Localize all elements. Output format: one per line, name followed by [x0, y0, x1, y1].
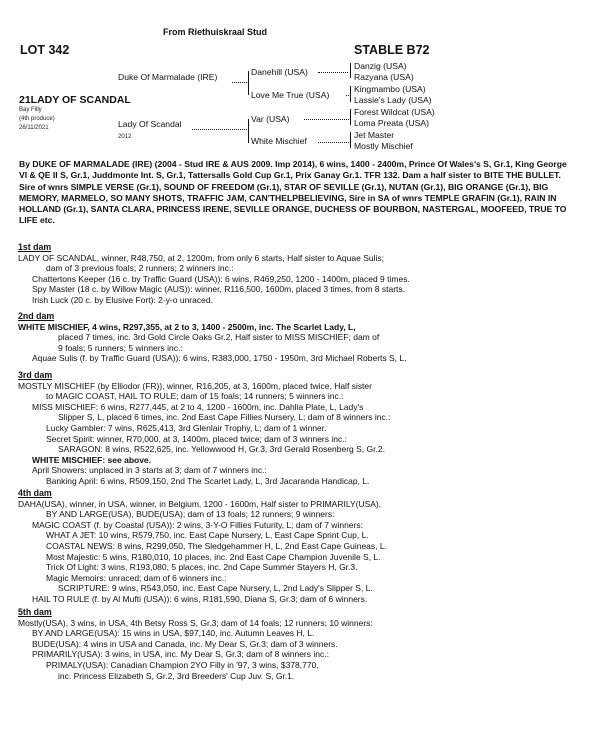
lot-number: LOT 342 — [20, 43, 70, 57]
dam-line: SARAGON: 8 wins, R522,625, inc. Yellowwood H, Gr.3, 3rd Gerald Rosenberg S, Gr.2. — [58, 444, 385, 455]
dam-line: MOSTLY MISCHIEF (by Elliodor (FR)), winner, R16,205, at 3, 1600m, placed twice, Half sister — [18, 380, 372, 391]
dam-line: Most Majestic: 5 wins, R180,010, 10 places, inc. 2nd East Cape Champion Juvenile S, L. — [46, 551, 381, 562]
dam-line: COASTAL NEWS: 8 wins, R299,050, The Sledgehammer H, L, 2nd East Cape Guineas, L. — [46, 540, 387, 551]
pedigree-sire: Duke Of Marmalade (IRE) — [118, 72, 218, 82]
dam-line: Magic Memoirs: unraced; dam of 6 winners inc.: — [46, 572, 227, 583]
fourth-dam-heading: 4th dam — [18, 488, 52, 498]
pedigree-bracket — [350, 86, 351, 102]
dam-line: April Showers: unplaced in 3 starts at 3; dam of 7 winners inc.: — [32, 465, 267, 476]
pedigree-connector — [192, 129, 247, 130]
dam-line: Banking April: 6 wins, R509,150, 2nd The Scarlet Lady, L, 3rd Jacaranda Handicap, L. — [46, 475, 370, 486]
second-dam-section — [18, 311, 578, 364]
dam-line: DAHA(USA), winner, in USA, winner, in Belgium, 1200 - 1600m, Half sister to PRIMARILY(USA), — [18, 498, 382, 509]
dam-line: WHITE MISCHIEF, 4 wins, R297,355, at 2 to 3, 1400 - 2500m, inc. The Scarlet Lady, L, — [18, 321, 356, 332]
dam-line: Trick Of Light: 3 wins, R193,080, 5 places, inc. 2nd Cape Summer Stayers H, Gr.3. — [46, 562, 358, 573]
stable-number: STABLE B72 — [354, 43, 430, 57]
dam-line: BUDE(USA): 4 wins in USA and Canada, inc. My Dear S, Gr.3; dam of 3 winners. — [32, 638, 338, 649]
dam-line: 9 foals; 5 runners; 5 winners inc.: — [58, 342, 183, 353]
pedigree-ss: Danehill (USA) — [251, 67, 308, 77]
dam-line: PRIMALY(USA): Canadian Champion 2YO Filly in '97, 3 wins, $378,770, — [46, 659, 319, 670]
pedigree-dss: Forest Wildcat (USA) — [354, 107, 435, 117]
pedigree-connector — [318, 142, 349, 143]
pedigree-sds: Kingmambo (USA) — [354, 84, 426, 94]
horse-dob: 26/11/2021 — [19, 125, 49, 131]
dam-line: PRIMARILY(USA): 3 wins, in USA, inc. My Dear S, Gr.3; dam of 8 winners inc.: — [32, 649, 329, 660]
third-dam-heading: 3rd dam — [18, 370, 53, 380]
pedigree-dsd: Loma Preata (USA) — [354, 118, 429, 128]
third-dam-section — [18, 370, 578, 487]
dam-line: BY AND LARGE(USA): 15 wins in USA, $97,140, inc. Autumn Leaves H, L. — [32, 628, 315, 639]
first-dam-section — [18, 242, 578, 306]
dam-line: placed 7 times, inc. 3rd Gold Circle Oaks Gr.2, Half sister to MISS MISCHIEF; dam of — [58, 332, 380, 343]
pedigree-bracket — [350, 63, 351, 78]
pedigree-connector — [346, 95, 349, 96]
fifth-dam-section — [18, 607, 578, 681]
consignor: From Riethuiskraal Stud — [163, 27, 268, 37]
horse-sex: Bay Filly — [19, 107, 42, 113]
dam-line: HAIL TO RULE (f. by Al Mufti (USA)): 6 wins, R181,590, Diana S, Gr.3; dam of 6 winners. — [32, 593, 368, 604]
pedigree-sdd: Lassie's Lady (USA) — [354, 95, 432, 105]
horse-name: 21LADY OF SCANDAL — [19, 94, 131, 106]
dam-line: MAGIC COAST (f. by Coastal (USA)): 2 wins, 3-Y-O Fillies Futurity, L; dam of 7 winners: — [32, 519, 363, 530]
pedigree-sd: Love Me True (USA) — [251, 90, 330, 100]
dam-line: BY AND LARGE(USA), BUDE(USA); dam of 13 foals; 12 runners; 9 winners: — [46, 509, 335, 520]
dam-line: WHITE MISCHIEF: see above. — [32, 454, 152, 465]
second-dam-heading: 2nd dam — [18, 311, 55, 321]
dam-line: to MAGIC COAST, HAIL TO RULE; dam of 15 foals; 14 runners; 5 winners inc.: — [46, 391, 344, 402]
dam-line: Chattertons Keeper (16 c. by Traffic Guard (USA)): 6 wins, R469,250, 1200 - 1400m, placed 9 times. — [32, 273, 410, 284]
fifth-dam-heading: 5th dam — [18, 607, 52, 617]
pedigree-bracket — [248, 119, 249, 143]
horse-produce: (4th produce) — [19, 116, 55, 122]
pedigree-ds: Var (USA) — [251, 114, 290, 124]
dam-line: MISS MISCHIEF: 6 wins, R277,445, at 2 to 4, 1200 - 1600m, inc. Dahlia Plate, L, Lady's — [32, 401, 364, 412]
dam-line: LADY OF SCANDAL, winner, R48,750, at 2, 1200m, from only 6 starts, Half sister to Aquae Sulis; — [18, 252, 384, 263]
pedigree-dds: Jet Master — [354, 130, 395, 140]
pedigree-ssd: Razyana (USA) — [354, 72, 414, 82]
pedigree-sss: Danzig (USA) — [354, 61, 407, 71]
pedigree-dam-year: 2012 — [118, 134, 132, 140]
dam-line: WHAT A JET: 10 wins, R579,750, inc. East Cape Nursery, L, East Cape Sprint Cup, L. — [46, 530, 369, 541]
sire-summary: By DUKE OF MARMALADE (IRE) (2004 - Stud IRE & AUS 2009. Imp 2014), 6 wins, 1400 - 2400m, Prince Of Wales's S, Gr.1, King George VI & QE II S, Gr.1, Juddmonte Int. S, Gr.1, Tattersalls Gold Cup Gr.1, Prix Ganay Gr.1. TFR 132. Dam a half sister to BITE THE BULLET. Sire of wnrs SIMPLE VERSE (Gr.1), SOUND OF FREEDOM (Gr.1), STAR OF SEVILLE (Gr.1), NUTAN (Gr.1), BIG ORANGE (Gr.1), BIG MEMORY, MARMELO, SO MANY SHOTS, TRAFFIC JAM, CAN'THELPBELIEVING, Sire in SA of wnrs TEMPLE GRAFIN (Gr.1), RAIN IN HOLLAND (Gr.1), SANTA CLARA, PRINCESS IRENE, SEVILLE ORANGE, DUCHESS OF BOURBON, NASTERGAL, MOOFEED, TRUE TO LIFE etc. — [19, 159, 567, 226]
dam-line: Irish Luck (20 c. by Elusive Fort): 2-y-o unraced. — [32, 294, 213, 305]
fourth-dam-section — [18, 488, 578, 605]
pedigree-dd: White Mischief — [251, 136, 307, 146]
pedigree-bracket — [350, 132, 351, 148]
dam-line: Mostly(USA), 3 wins, in USA, 4th Betsy Ross S, Gr.3; dam of 14 foals; 12 runners; 10 winners: — [18, 617, 373, 628]
pedigree-dam: Lady Of Scandal — [118, 119, 182, 129]
first-dam-heading: 1st dam — [18, 242, 52, 252]
dam-line: dam of 3 previous foals; 2 runners; 2 winners inc.: — [46, 263, 234, 274]
dam-line: Lucky Gambler: 7 wins, R625,413, 3rd Glenlair Trophy, L; dam of 1 winner. — [46, 422, 327, 433]
pedigree-bracket — [248, 71, 249, 95]
pedigree-connector — [304, 119, 349, 120]
dam-line: inc. Princess Elizabeth S, Gr.2, 3rd Breeders' Cup Juv. S, Gr.1. — [58, 670, 295, 681]
pedigree-connector — [318, 72, 348, 73]
dam-line: Secret Spirit: winner, R70,000, at 3, 1400m, placed twice; dam of 3 winners inc.: — [46, 433, 347, 444]
pedigree-bracket — [350, 109, 351, 125]
dam-line: SCRIPTURE: 9 wins, R543,050, inc. East Cape Nursery, L, 2nd Lady's Slipper S, L. — [58, 583, 373, 594]
pedigree-connector — [232, 82, 247, 83]
dam-line: Slipper S, L, placed 6 times, inc. 2nd East Cape Fillies Nursery, L; dam of 8 winners inc.: — [58, 412, 391, 423]
pedigree-ddd: Mostly Mischief — [354, 141, 413, 151]
dam-line: Aquae Sulis (f. by Traffic Guard (USA)): 6 wins, R383,000, 1750 - 1950m, 3rd Michael Roberts S, L. — [32, 353, 407, 364]
dam-line: Spy Master (18 c. by Willow Magic (AUS)): winner, R116,500, 1600m, placed 3 times, from 8 starts. — [32, 284, 406, 295]
